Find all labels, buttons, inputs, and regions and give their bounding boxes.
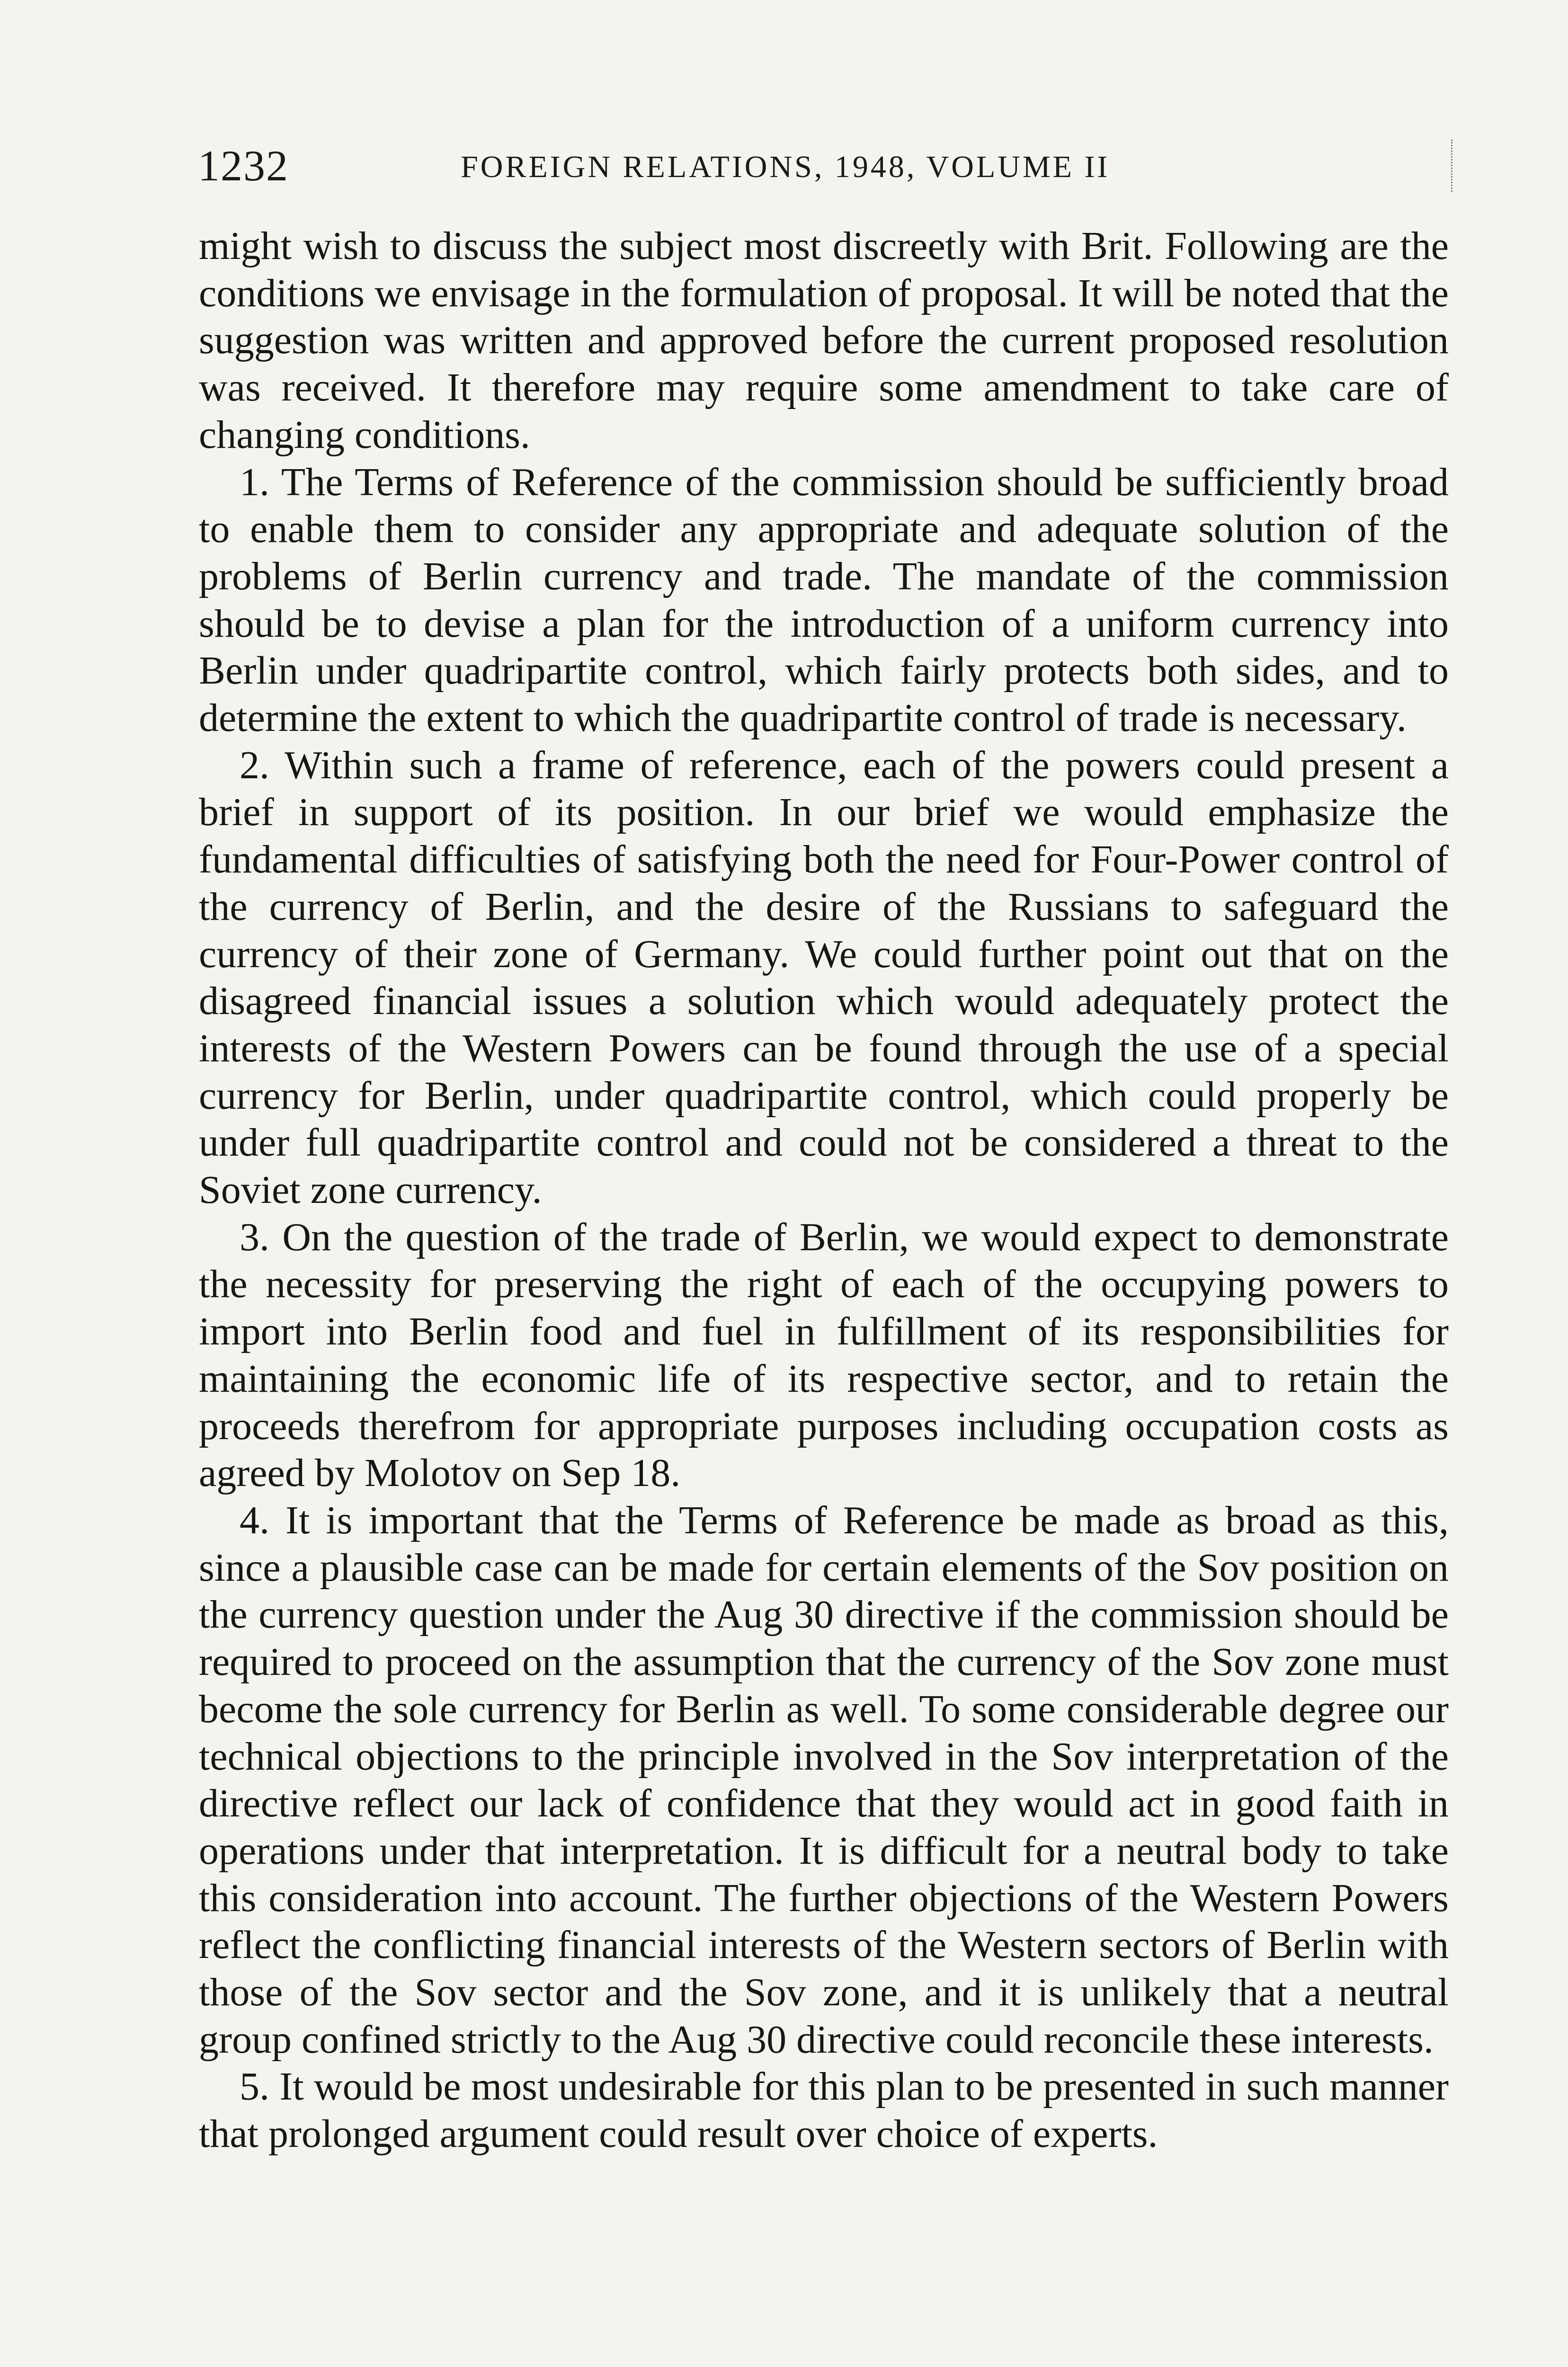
page-header bbox=[198, 135, 1457, 196]
page-edge-mark bbox=[1444, 140, 1452, 192]
paragraph-continuation: might wish to discuss the subject most discreetly with Brit. Following are the conditions we envisage in the formulation of proposal. It will be noted that the suggestion was written and approved before the current proposed resolution was received. It therefore may require some amendment to take care of changing conditions. bbox=[199, 224, 1449, 457]
running-head: FOREIGN RELATIONS, 1948, VOLUME II bbox=[461, 150, 1110, 184]
paragraph-point-2: 2. Within such a frame of reference, each of the powers could present a brief in support of its position. In our brief we would emphasize the fundamental difficulties of satisfying both the need for Four-Power control of the currency of Berlin, and the desire of the Russians to safeguard the currency of their zone of Germany. We could further point out that on the disagreed financial issues a solution which would adequately protect the interests of the Western Powers can be found through the use of a special currency for Berlin, under quadripartite control, which could properly be under full quadripartite control and could not be considered a threat to the Soviet zone currency. bbox=[199, 743, 1449, 1212]
paragraph-point-1: 1. The Terms of Reference of the commission should be sufficiently broad to enable them to consider any appropriate and adequate solution of the problems of Berlin currency and trade. The mandate of the commission should be to devise a plan for the introduction of a uniform currency into Berlin under quadripartite control, which fairly protects both sides, and to determine the extent to which the quadripartite control of trade is necessary. bbox=[199, 460, 1449, 740]
paragraph-point-3: 3. On the question of the trade of Berlin, we would expect to demonstrate the necessity for preserving the right of each of the occupying powers to import into Berlin food and fuel in fulfillment of its responsibilities for maintaining the economic life of its respective sector, and to retain the proceeds therefrom for appropriate purposes including occupation costs as agreed by Molotov on Sep 18. bbox=[199, 1215, 1449, 1495]
page-number: 1232 bbox=[198, 142, 289, 190]
body-text bbox=[199, 222, 1449, 2158]
paragraph-point-5: 5. It would be most undesirable for this plan to be presented in such manner that prolonged argument could result over choice of experts. bbox=[199, 2064, 1449, 2156]
paragraph-point-4: 4. It is important that the Terms of Reference be made as broad as this, since a plausible case can be made for certain elements of the Sov position on the currency question under the Aug 30 directive if the commission should be required to proceed on the assumption that the currency of the Sov zone must become the sole currency for Berlin as well. To some considerable degree our technical objections to the principle involved in the Sov interpretation of the directive reflect our lack of confidence that they would act in good faith in operations under that interpretation. It is difficult for a neutral body to take this consideration into account. The further objections of the Western Powers reflect the conflicting financial interests of the Western sectors of Berlin with those of the Sov sector and the Sov zone, and it is unlikely that a neutral group confined strictly to the Aug 30 directive could reconcile these interests. bbox=[199, 1498, 1449, 2062]
